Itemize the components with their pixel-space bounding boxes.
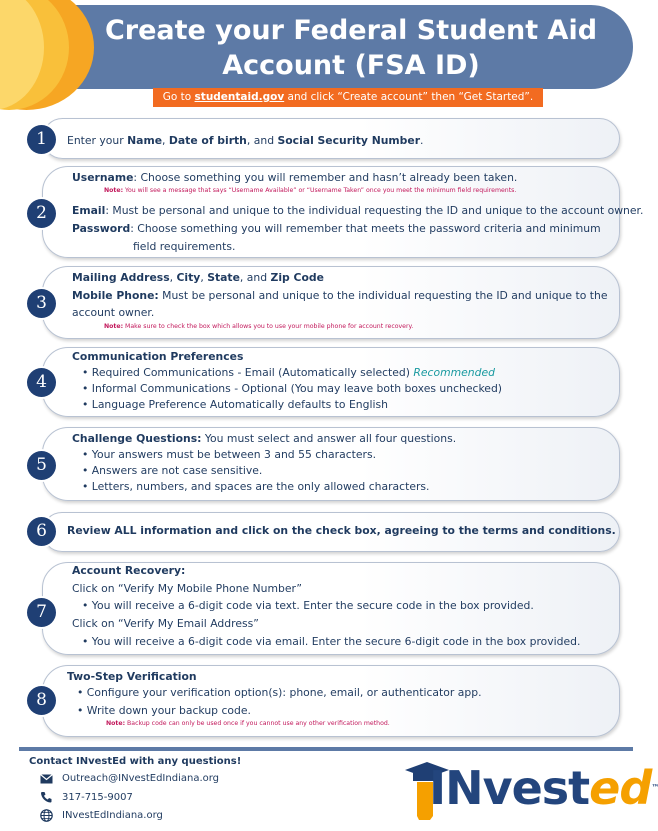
step-8-item-backup: • Write down your backup code.	[77, 704, 251, 717]
studentaid-link[interactable]: studentaid.gov	[194, 91, 285, 103]
page-title	[89, 13, 613, 83]
step-5-item-case: • Answers are not case sensitive.	[82, 464, 263, 477]
step-2-password: Password: Choose something you will remember that meets the password criteria and minimum	[72, 222, 601, 235]
instruction-banner: Go to studentaid.gov and click “Create account” then “Get Started”.	[153, 88, 543, 107]
step-2-note: Note: You will see a message that says “Username Available” or “Username Taken” once you meet the minimum field requirements.	[104, 187, 517, 194]
contact-website[interactable]: INvestEdIndiana.org	[62, 810, 163, 821]
step-5-title: Challenge Questions: You must select and answer all four questions.	[72, 432, 457, 445]
step-2-username: Username: Choose something you will remember and hasn’t already been taken.	[72, 171, 518, 184]
step-1-number: 1	[27, 125, 56, 154]
page-header	[19, 5, 633, 89]
contact-title: Contact INvestEd with any questions!	[29, 756, 242, 767]
contact-website-row	[40, 809, 163, 822]
phone-icon	[40, 791, 53, 803]
step-7-email-item: • You will receive a 6-digit code via email. Enter the secure 6-digit code in the box provided.	[82, 635, 581, 648]
step-3-number: 3	[27, 289, 56, 318]
step-8-note: Note: Backup code can only be used once if you cannot use any other verification method.	[106, 720, 390, 727]
step-7-phone-instruction: Click on “Verify My Mobile Phone Number”	[72, 582, 302, 595]
step-3-phone-cont: account owner.	[72, 306, 155, 319]
page-title-line2: Account (FSA ID)	[222, 50, 480, 81]
envelope-icon	[40, 774, 53, 784]
step-5-number: 5	[27, 451, 56, 480]
contact-phone[interactable]: 317-715-9007	[62, 791, 133, 803]
step-7-email-instruction: Click on “Verify My Email Address”	[72, 617, 259, 630]
step-6-number: 6	[27, 517, 56, 546]
investEd-wordmark: INvested™	[429, 761, 658, 815]
contact-email-row	[40, 773, 219, 784]
step-7-phone-item: • You will receive a 6-digit code via text. Enter the secure code in the box provided.	[82, 599, 534, 612]
step-2-email: Email: Must be personal and unique to the individual requesting the ID and unique to the account owner.	[72, 204, 644, 217]
step-2-number: 2	[27, 199, 56, 228]
contact-phone-row	[40, 791, 133, 803]
contact-email[interactable]: Outreach@INvestEdIndiana.org	[62, 773, 220, 784]
page-title-line1: Create your Federal Student Aid	[104, 15, 598, 46]
step-2-password-cont: field requirements.	[133, 240, 236, 253]
step-3-phone: Mobile Phone: Must be personal and unique to the individual requesting the ID and unique to the	[72, 289, 608, 302]
step-1-text: Enter your Name, Date of birth, and Social Security Number.	[67, 134, 424, 147]
globe-icon	[40, 809, 53, 822]
step-5-item-length: • Your answers must be between 3 and 55 characters.	[82, 448, 377, 461]
step-6-text: Review ALL information and click on the check box, agreeing to the terms and conditions.	[67, 524, 616, 537]
step-3-address: Mailing Address, City, State, and Zip Code	[72, 271, 324, 284]
step-4-item-informal: • Informal Communications - Optional (You may leave both boxes unchecked)	[82, 382, 503, 395]
step-8-number: 8	[27, 686, 56, 715]
step-7-title: Account Recovery:	[72, 564, 186, 577]
step-7-number: 7	[27, 598, 56, 627]
footer-divider	[19, 747, 633, 751]
step-4-item-required: • Required Communications - Email (Automatically selected) Recommended	[82, 366, 495, 379]
step-4-number: 4	[27, 368, 56, 397]
step-4-title: Communication Preferences	[72, 350, 244, 363]
step-8-title: Two-Step Verification	[67, 670, 197, 683]
step-4-item-language: • Language Preference Automatically defaults to English	[82, 398, 388, 411]
step-5-item-chars: • Letters, numbers, and spaces are the only allowed characters.	[82, 480, 430, 493]
investEd-logo	[403, 758, 658, 824]
step-8-item-configure: • Configure your verification option(s): phone, email, or authenticator app.	[77, 686, 482, 699]
step-3-note: Note: Make sure to check the box which allows you to use your mobile phone for account recovery.	[104, 323, 414, 330]
